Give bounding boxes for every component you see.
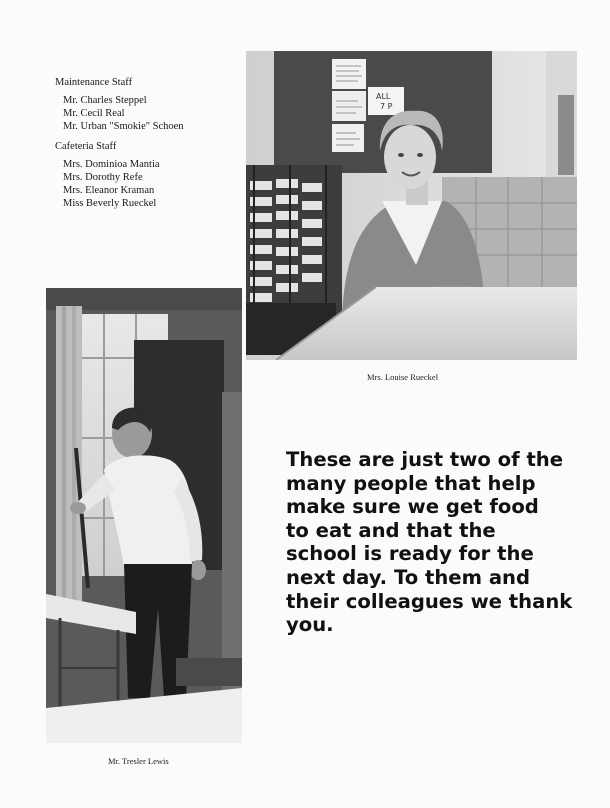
tribute-line: their colleagues we thank xyxy=(286,589,573,613)
cafeteria-staff-list xyxy=(63,158,240,210)
staff-name: Mr. Cecil Real xyxy=(63,108,125,119)
staff-name: Mrs. Eleanor Kraman xyxy=(63,185,155,196)
cafeteria-staff-heading: Cafeteria Staff xyxy=(55,141,117,152)
tribute-line: make sure we get food xyxy=(286,495,539,519)
maintenance-staff-heading: Maintenance Staff xyxy=(55,77,133,88)
staff-name: Mrs. Dorothy Refe xyxy=(63,172,143,183)
tribute-line: to eat and that the xyxy=(286,518,496,542)
staff-name: Miss Beverly Rueckel xyxy=(63,198,157,209)
board-note-text: ALL xyxy=(376,92,391,101)
board-note-text: 7 P xyxy=(380,102,393,111)
staff-name: Mr. Urban "Smokie" Schoen xyxy=(63,121,184,132)
photo-caption: Mrs. Louise Rueckel xyxy=(367,372,439,382)
tribute-paragraph xyxy=(286,448,586,637)
tribute-line: you. xyxy=(286,613,334,637)
maintenance-worker-photo xyxy=(46,288,242,743)
cafeteria-worker-photo xyxy=(246,51,577,360)
staff-name: Mrs. Dominioa Mantia xyxy=(63,159,160,170)
tribute-line: These are just two of the xyxy=(286,448,564,471)
staff-name: Mr. Charles Steppel xyxy=(63,95,147,106)
photo-caption: Mr. Tresler Lewis xyxy=(108,756,169,766)
tribute-line: school is ready for the xyxy=(286,542,534,566)
tribute-line: many people that help xyxy=(286,471,536,495)
tribute-line: next day. To them and xyxy=(286,565,531,589)
staff-directory xyxy=(55,76,240,217)
maintenance-staff-list xyxy=(63,94,240,133)
